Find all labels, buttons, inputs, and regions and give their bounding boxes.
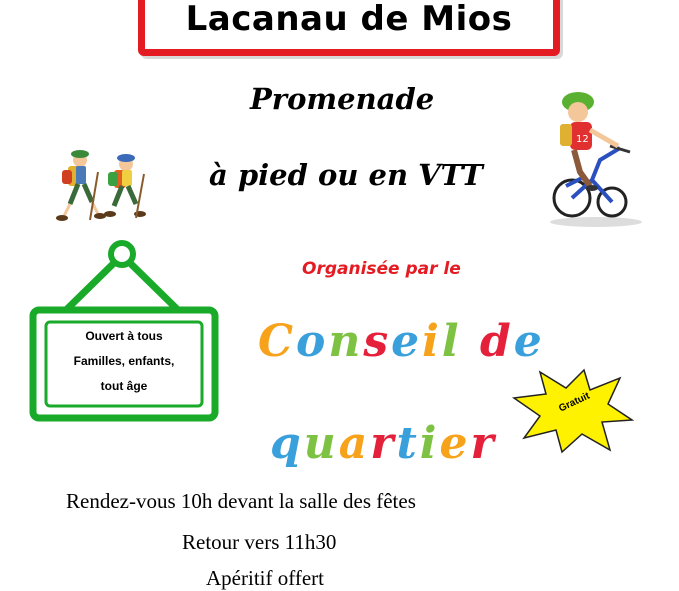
panel-line1: Ouvert à tous xyxy=(85,329,163,343)
council-letter: e xyxy=(439,418,471,469)
free-label: Gratuit xyxy=(557,390,592,415)
town-sign xyxy=(138,0,560,56)
panel-line3: tout âge xyxy=(100,379,148,393)
council-letter: o xyxy=(296,316,329,367)
council-letter: a xyxy=(338,418,371,469)
town-name: Lacanau de Mios xyxy=(185,0,513,39)
council-letter xyxy=(462,316,480,367)
council-letter: C xyxy=(258,316,297,367)
headline-line2: à pied ou en VTT xyxy=(209,158,483,192)
council-letter: q xyxy=(270,418,304,469)
hanging-sign-text xyxy=(46,324,202,399)
council-letter: t xyxy=(396,418,420,469)
council-letter: i xyxy=(419,418,440,469)
cyclist-illustration xyxy=(546,90,646,230)
council-letter: r xyxy=(470,418,497,469)
council-letter: s xyxy=(363,316,392,367)
council-word-2 xyxy=(270,418,497,469)
meeting-info: Rendez-vous 10h devant la salle des fêtes xyxy=(66,489,416,513)
aperitif-info: Apéritif offert xyxy=(206,566,324,590)
council-letter: i xyxy=(422,316,442,367)
council-letter: l xyxy=(441,316,462,367)
free-starburst-badge xyxy=(510,368,634,454)
svg-text:12: 12 xyxy=(576,134,589,145)
panel-line2: Familles, enfants, xyxy=(73,354,175,368)
headline-line1: Promenade xyxy=(250,82,435,116)
council-letter: u xyxy=(303,418,339,469)
council-letter: n xyxy=(328,316,364,367)
organised-by-text: Organisée par le xyxy=(302,259,461,279)
council-letter: e xyxy=(391,316,423,367)
return-time: Retour vers 11h30 xyxy=(182,530,337,554)
council-letter: r xyxy=(370,418,397,469)
council-word-1 xyxy=(258,316,545,367)
hikers-illustration xyxy=(40,146,156,226)
council-letter: e xyxy=(513,316,545,367)
council-letter: d xyxy=(479,316,514,367)
